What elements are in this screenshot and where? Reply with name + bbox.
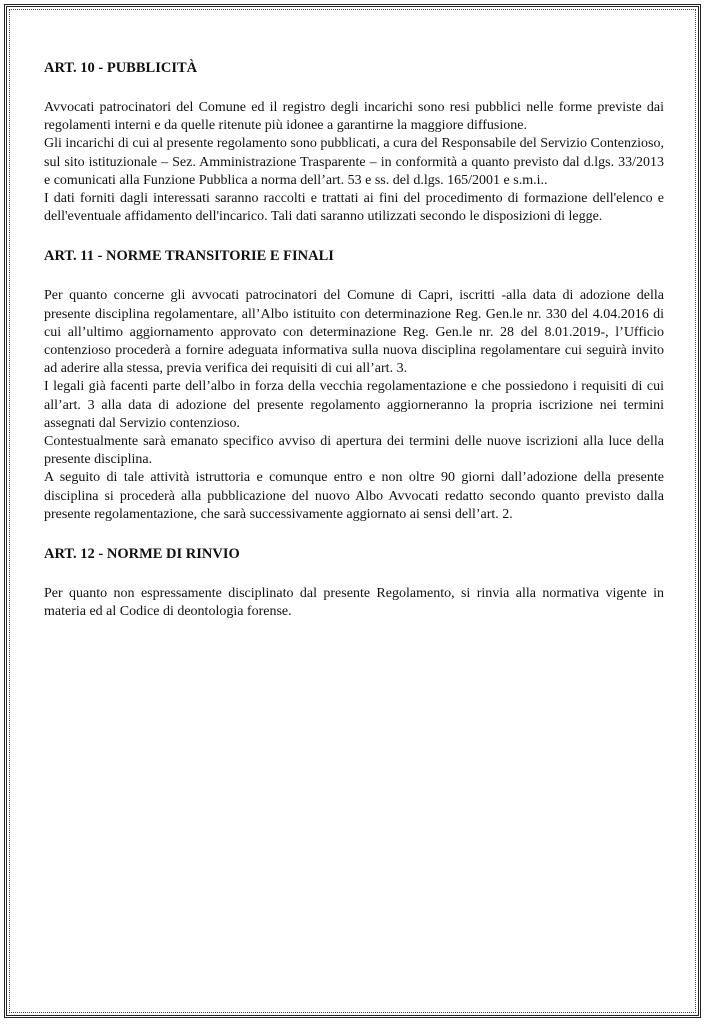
article-11 bbox=[44, 246, 664, 524]
paragraph: I legali già facenti parte dell’albo in forza della vecchia regolamentazione e che possiedono i requisiti di cui all’art. 3 alla data di adozione del presente regolamento aggiorneranno la propria iscrizione nei termini assegnati dal Servizio contenzioso. bbox=[44, 379, 664, 431]
article-heading: ART. 11 - NORME TRANSITORIE E FINALI bbox=[44, 248, 334, 265]
paragraph: Per quanto concerne gli avvocati patrocinatori del Comune di Capri, iscritti -alla data di adozione della presente disciplina regolamentare, all’Albo istituito con determinazione Reg. Gen.le nr. 330 del 4.04.2016 di cui all’ultimo aggiornamento approvato con determinazione Reg. Gen.le nr. 28 del 8.01.2019-, l’Ufficio contenzioso procederà a fornire adeguata informativa sulla nuova disciplina regolamentare cui seguirà invito ad aderire alla stessa, previa verifica dei requisiti di cui all’art. 3. bbox=[44, 288, 664, 377]
article-10 bbox=[44, 58, 664, 226]
article-12 bbox=[44, 544, 664, 621]
article-heading: ART. 10 - PUBBLICITÀ bbox=[44, 60, 198, 76]
article-heading: ART. 12 - NORME DI RINVIO bbox=[44, 546, 240, 563]
document-body bbox=[44, 58, 664, 641]
paragraph: I dati forniti dagli interessati saranno raccolti e trattati ai fini del procedimento di formazione dell'elenco e dell'eventuale affidamento dell'incarico. Tali dati saranno utilizzati secondo le disposizioni di legge. bbox=[44, 191, 664, 225]
paragraph: Per quanto non espressamente disciplinato dal presente Regolamento, si rinvia alla normativa vigente in materia ed al Codice di deontologia forense. bbox=[44, 586, 664, 620]
paragraph: A seguito di tale attività istruttoria e comunque entro e non oltre 90 giorni dall’adozione della presente disciplina si procederà alla pubblicazione del nuovo Albo Avvocati redatto secondo quanto previsto dalla presente regolamentazione, che sarà successivamente aggiornato ai sensi dell’art. 2. bbox=[44, 470, 664, 522]
paragraph: Gli incarichi di cui al presente regolamento sono pubblicati, a cura del Responsabile del Servizio Contenzioso, sul sito istituzionale – Sez. Amministrazione Trasparente – in conformità a quanto previsto dal d.lgs. 33/2013 e comunicati alla Funzione Pubblica a norma dell’art. 53 e ss. del d.lgs. 165/2001 e s.m.i.. bbox=[44, 136, 664, 188]
paragraph: Contestualmente sarà emanato specifico avviso di apertura dei termini delle nuove iscrizioni alla luce della presente disciplina. bbox=[44, 434, 664, 468]
paragraph: Avvocati patrocinatori del Comune ed il registro degli incarichi sono resi pubblici nelle forme previste dai regolamenti interni e da quelle ritenute più idonee a garantirne la maggiore diffusione. bbox=[44, 100, 664, 134]
